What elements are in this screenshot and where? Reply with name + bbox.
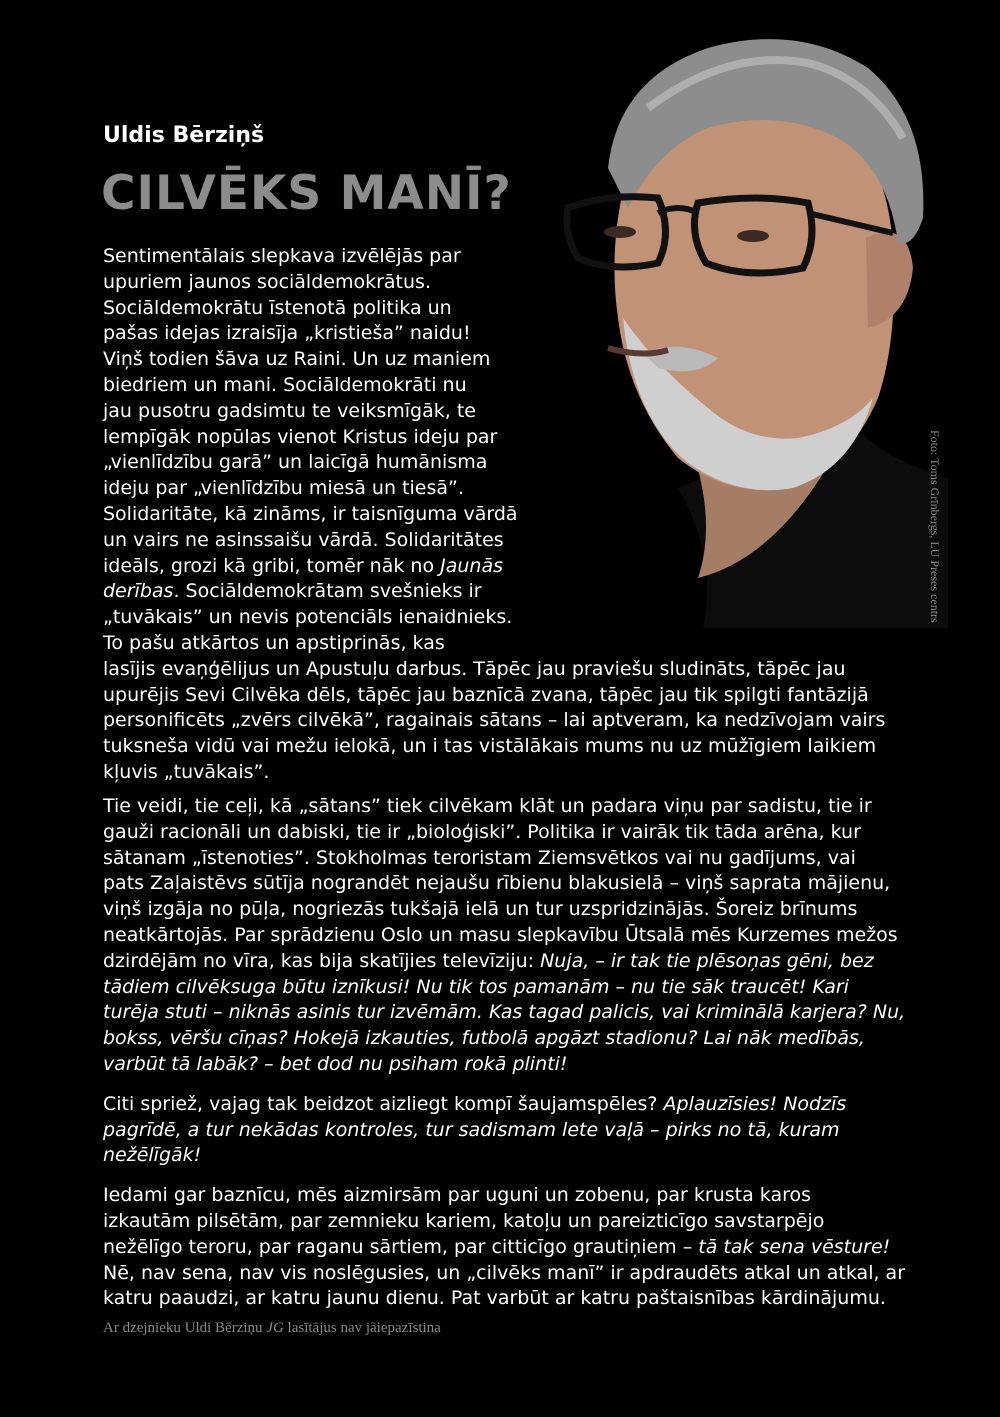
text-run: izkautām pilsētām, par zemnieku kariem, katoļu un pareizticīgo savstarpējo <box>103 1209 825 1232</box>
text-line <box>103 476 903 502</box>
text-run: un vairs ne asinssaišu vārdā. Solidaritātes <box>103 528 504 551</box>
text-run: sātanam „īstenoties”. Stokholmas teroristam Ziemsvētkos vai nu gadījums, vai <box>103 846 856 869</box>
text-line <box>103 450 903 476</box>
text-run: ideju par „vienlīdzību miesā un tiesā”. <box>103 477 464 500</box>
text-run: upuriem jaunos sociāldemokrātus. <box>103 270 431 293</box>
text-line <box>103 502 903 528</box>
text-line <box>103 1118 903 1144</box>
text-run: personificēts „zvērs cilvēkā”, ragainais sātans – lai aptveram, ka nedzīvojam vairs <box>103 709 886 732</box>
text-run: biedriem un mani. Sociāldemokrāti nu <box>103 373 467 396</box>
text-run: derības <box>103 580 174 603</box>
text-line <box>103 631 903 657</box>
text-line <box>103 244 903 270</box>
text-run: To pašu atkārtos un apstiprinās, kas <box>103 631 445 654</box>
text-line <box>103 1052 903 1078</box>
text-run: Aplauzīsies! Nodzīs <box>663 1092 847 1115</box>
text-run: Tie veidi, tie ceļi, kā „sātans” tiek cilvēkam klāt un padara viņu par sadistu, tie ir <box>103 795 872 817</box>
text-line <box>103 1183 903 1209</box>
text-line <box>103 734 903 760</box>
text-run: tādiem cilvēksuga būtu iznīkusi! Nu tik tos pamanām – nu tie sāk traucēt! Kari <box>103 975 849 998</box>
text-line <box>103 794 903 820</box>
text-run: kļuvis „tuvākais”. <box>103 760 270 783</box>
text-line <box>103 975 903 1001</box>
text-run: gauži racionāli un dabiski, tie ir „bioloģiski”. Politika ir vairāk tik tāda arēna, kur <box>103 820 861 843</box>
text-line <box>103 399 903 425</box>
paragraph <box>103 1092 903 1169</box>
text-line <box>103 605 903 631</box>
author-name: Uldis Bērziņš <box>103 123 265 148</box>
text-run: Citi spriež, vajag tak beidzot aizliegt kompī šaujamspēles? <box>103 1092 664 1115</box>
text-line <box>103 683 903 709</box>
text-line <box>103 1209 903 1235</box>
text-run: nežēlīgo teroru, par raganu sārtiem, par citticīgo grautiņiem – <box>103 1235 699 1258</box>
text-line <box>103 1026 903 1052</box>
text-line <box>103 554 903 580</box>
paragraph <box>103 244 903 786</box>
text-run: pats Zaļaistēvs sūtīja nograndēt nejaušu rībienu blakusielā – viņš saprata mājienu, <box>103 872 891 895</box>
text-run: Ar dzejnieku Uldi Bērziņu <box>103 1320 267 1336</box>
text-line <box>103 846 903 872</box>
text-line <box>103 270 903 296</box>
article-body <box>103 794 906 1326</box>
text-run: lempīgāk nopūlas vienot Kristus ideju par <box>103 425 498 448</box>
text-run: jau pusotru gadsimtu te veiksmīgāk, te <box>103 399 476 422</box>
text-run: tuksneša vidū vai mežu ielokā, un i tas vistālākais mums nu uz mūžīgiem laikiem <box>103 735 877 758</box>
text-line <box>103 923 903 949</box>
text-run: neatkārtojās. Par sprādzienu Oslo un masu slepkavību Ūtsalā mēs Kurzemes mežos <box>103 923 898 946</box>
text-run: pašas idejas izraisīja „kristieša” naidu! <box>103 322 471 345</box>
text-line <box>103 1235 903 1261</box>
text-line <box>103 1286 903 1312</box>
text-run: bokss, vēršu cīņas? Hokejā izkauties, futbolā apgāzt stadionu? Lai nāk medībās, <box>103 1027 865 1050</box>
text-line <box>103 708 903 734</box>
text-line <box>103 579 903 605</box>
text-run: varbūt tā labāk? – bet dod nu psiham rokā plinti! <box>103 1052 568 1075</box>
text-line <box>103 820 903 846</box>
text-line <box>103 871 903 897</box>
article-body-intro <box>103 244 903 800</box>
text-run: ideāls, grozi kā gribi, tomēr nāk no <box>103 554 441 577</box>
text-run: turēja stuti – niknās asinis tur izvēmām. Kas tagad palicis, vai kriminālā karjera? Nu, <box>103 1001 906 1024</box>
paragraph <box>103 794 906 1078</box>
text-run: nežēlīgāk! <box>103 1144 202 1167</box>
text-line <box>103 347 903 373</box>
text-line <box>103 1261 906 1287</box>
text-run: „vienlīdzību garā” un laicīgā humānisma <box>103 451 488 474</box>
text-run: katru paaudzi, ar katru jaunu dienu. Pat varbūt ar katru paštaisnības kārdinājumu. <box>103 1287 886 1310</box>
text-line <box>103 1092 903 1118</box>
text-line <box>103 296 903 322</box>
text-run: „tuvākais” un nevis potenciāls ienaidnieks. <box>103 606 513 629</box>
paragraph <box>103 1183 906 1312</box>
text-run: . Sociāldemokrātam svešnieks ir <box>173 580 482 603</box>
text-run: pagrīdē, a tur nekādas kontroles, tur sadismam lete vaļā – pirks no tā, kuram <box>103 1118 840 1141</box>
text-run: Sentimentālais slepkava izvēlējās par <box>103 245 461 267</box>
text-run: tā tak sena vēsture! <box>698 1235 891 1258</box>
text-line <box>103 321 903 347</box>
text-run: Solidaritāte, kā zināms, ir taisnīguma vārdā <box>103 502 518 525</box>
text-line <box>103 657 903 683</box>
text-line <box>103 373 903 399</box>
text-line <box>103 425 903 451</box>
author-note <box>103 1320 441 1337</box>
text-line <box>103 528 903 554</box>
text-line <box>103 1000 906 1026</box>
text-run: lasītājus nav jāiepazīstina <box>283 1320 441 1336</box>
text-run: dzirdējām no vīra, kas bija skatījies televīziju: <box>103 949 541 972</box>
text-run: Viņš todien šāva uz Raini. Un uz maniem <box>103 348 491 371</box>
text-line <box>103 949 903 975</box>
text-run: Sociāldemokrātu īstenotā politika un <box>103 296 452 319</box>
text-line <box>103 760 903 786</box>
text-run: viņš izgāja no pūļa, nogriezās tukšajā ielā un tur uzspridzinājās. Šoreiz brīnums <box>103 898 858 921</box>
text-run: Nē, nav sena, nav vis noslēgusies, un „cilvēks manī” ir apdraudēts atkal un atkal, ar <box>103 1261 906 1284</box>
article-title: CILVĒKS MANĪ? <box>101 166 512 221</box>
text-line <box>103 1143 903 1169</box>
text-run: Nuja, – ir tak tie plēsoņas gēni, bez <box>540 949 874 972</box>
photo-credit: Foto: Toms Grīnbergs, LU Preses centrs <box>928 430 942 623</box>
text-run: upurējis Sevi Cilvēka dēls, tāpēc jau baznīcā zvana, tāpēc jau tik spilgti fantāzijā <box>103 683 869 706</box>
text-run: Jaunās <box>440 554 503 577</box>
text-run: lasījis evaņģēlijus un Apustuļu darbus. Tāpēc jau praviešu sludināts, tāpēc jau <box>103 657 846 680</box>
text-line <box>103 897 903 923</box>
text-run: Iedami gar baznīcu, mēs aizmirsām par uguni un zobenu, par krusta karos <box>103 1184 812 1207</box>
text-run: JG <box>266 1320 284 1336</box>
